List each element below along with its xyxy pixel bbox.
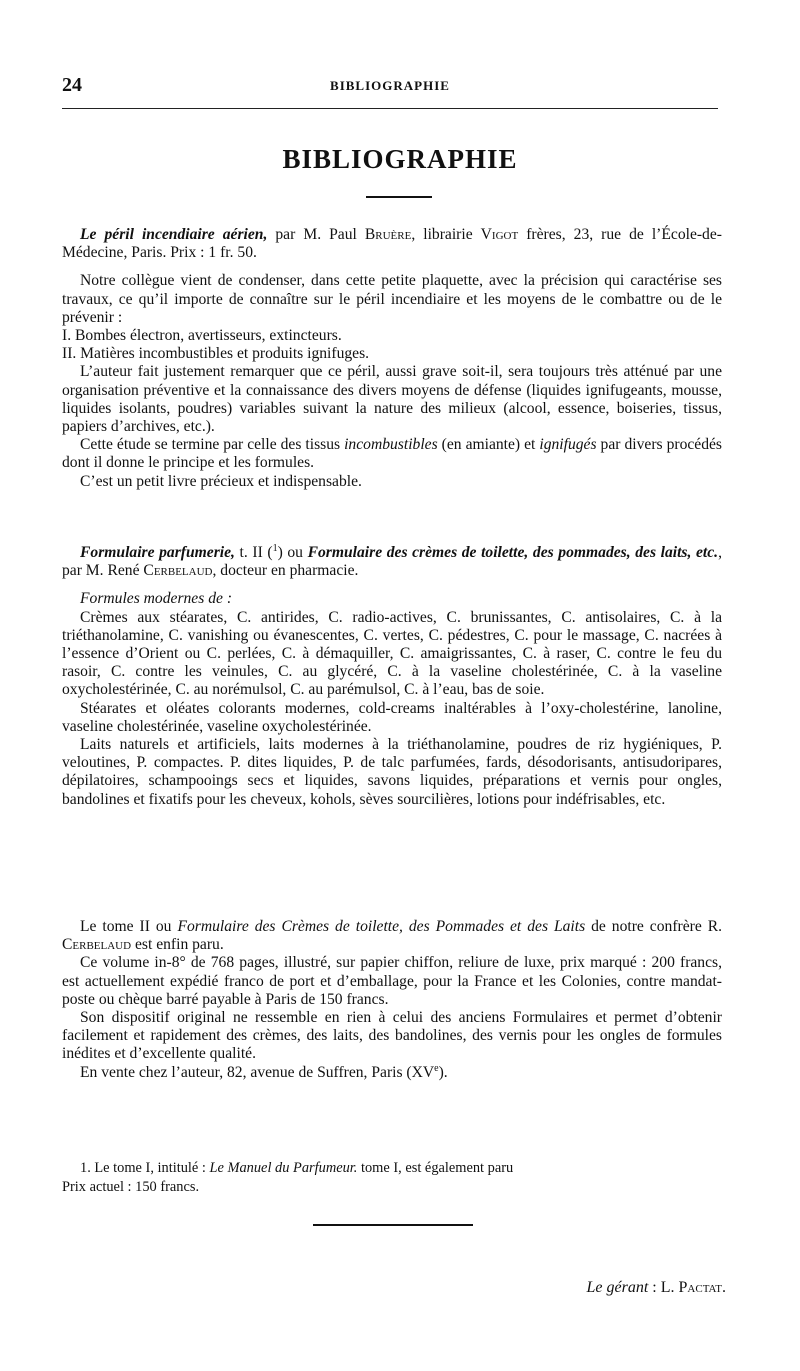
sale-info: En vente chez l’auteur, 82, avenue de Suffren, Paris (XVe). xyxy=(80,1062,448,1081)
author-name: Cerbelaud xyxy=(143,562,213,580)
header-rule xyxy=(62,108,718,109)
signature: Le gérant : L. Pactat. xyxy=(586,1279,726,1296)
running-title: BIBLIOGRAPHIE xyxy=(330,78,450,93)
book-title: Formulaire parfumerie, xyxy=(80,544,235,561)
page-title: BIBLIOGRAPHIE xyxy=(282,144,518,174)
list-item: I. Bombes électron, avertisseurs, extincteurs. xyxy=(62,327,342,345)
paragraph: Cette étude se termine par celle des tissus incombustibles (en amiante) et ignifugés par divers procédés dont il donne le principe et les formules. xyxy=(62,436,722,472)
subheading: Formules modernes de : xyxy=(80,590,233,608)
paragraph: Ce volume in-8° de 768 pages, illustré, sur papier chiffon, reliure de luxe, prix marqué : 200 francs, est actuellement expédié franco de port et d’emballage, pour la France et les Colonies, contre mandat-poste ou chèque barré payable à Paris de 150 francs. xyxy=(62,954,722,1008)
footnote-line: 1. Le tome I, intitulé : Le Manuel du Parfumeur. tome I, est également paru xyxy=(80,1160,514,1176)
page-number: 24 xyxy=(62,74,82,96)
paragraph: Laits naturels et artificiels, laits modernes à la triéthanolamine, poudres de riz hygiéniques, P. veloutines, P. compactes. P. dites liquides, P. de talc parfumées, fards, désodorisants, antisudoripares, dépilatoires, schampooings secs et liquides, savons liquides, préparations et vernis pour ongles, bandolines et fixatifs pour les cheveux, kohols, sèves sourcilières, lotions pour indéfrisables, etc. xyxy=(62,736,722,808)
paragraph: C’est un petit livre précieux et indispensable. xyxy=(80,472,362,490)
title-rule xyxy=(366,196,432,198)
paragraph: Notre collègue vient de condenser, dans cette petite plaquette, avec la précision qui caractérise ses travaux, ce qu’il importe de connaître sur le péril incendiaire et les moyens de le combattre ou de le prévenir : xyxy=(62,272,722,326)
author-name: Bruère xyxy=(364,226,412,243)
running-header xyxy=(62,74,718,98)
paragraph: L’auteur fait justement remarquer que ce péril, aussi grave soit-il, sera toujours très atténué par une organisation préventive et la connaissance des divers moyens de défense (liquides ignifugeants, mousse, liquides isolants, poudres) variables suivant la nature des milieux (alcool, essence, boiseries, tissus, papiers d’archives, etc.). xyxy=(62,363,722,436)
book-subtitle: Formulaire des crèmes de toilette, des pommades, des laits, etc. xyxy=(307,544,719,561)
footnote-line: Prix actuel : 150 francs. xyxy=(62,1179,200,1195)
closing-rule xyxy=(313,1224,473,1226)
paragraph: Le tome II ou Formulaire des Crèmes de toilette, des Pommades et des Laits de notre confrère R. Cerbelaud est enfin paru. xyxy=(62,918,722,954)
review-citation: Formulaire parfumerie, t. II ($^1$) ou Formulaire des crèmes de toilette, des pommades, des laits, etc., par M. René Cerbelaud, docteur en pharmacie. xyxy=(62,542,722,580)
announcement xyxy=(62,918,722,1082)
review-perfumery-formulary xyxy=(62,544,722,809)
manager-name: Pactat. xyxy=(678,1279,726,1296)
paragraph: Son dispositif original ne ressemble en rien à celui des anciens Formulaires et permet d’obtenir facilement et rapidement des crèmes, des laits, des bandolines, des vernis pour les ongles de formules inédites et d’excellente qualité. xyxy=(62,1009,722,1063)
footnote-marker: 1 xyxy=(272,542,278,554)
author-name: Cerbelaud xyxy=(62,936,132,954)
review-fire-peril xyxy=(62,226,722,491)
list-item: II. Matières incombustibles et produits ignifuges. xyxy=(62,345,370,363)
book-title: Le péril incendiaire aérien, xyxy=(80,226,268,243)
footnote xyxy=(62,1159,722,1197)
review-citation: Le péril incendiaire aérien, par M. Paul Bruère, librairie Vigot frères, 23, rue de l’École-de-Médecine, Paris. Prix : 1 fr. 50. xyxy=(62,226,722,262)
paragraph: Stéarates et oléates colorants modernes, cold-creams inaltérables à l’oxy-cholestérine, lanoline, vaseline cholestérinée, vaseline oxycholestérinée. xyxy=(62,699,722,735)
publisher-name: Vigot xyxy=(480,226,519,243)
paragraph: Crèmes aux stéarates, C. antirides, C. radio-actives, C. brunissantes, C. antisolaires, C. à la triéthanolamine, C. vanishing ou évanescentes, C. vertes, C. pédestres, C. pour le massage, C. nacrées à l’essence d’Orient ou C. perlées, C. à démaquiller, C. amaigrissantes, C. à raser, C. contre le feu du rasoir, C. contre les veinules, C. au glycéré, C. à la vaseline cholestérinée, C. à la vaseline oxycholestérinée, C. au norémulsol, C. au parémulsol, C. à l’eau, bas de soie. xyxy=(62,608,722,699)
